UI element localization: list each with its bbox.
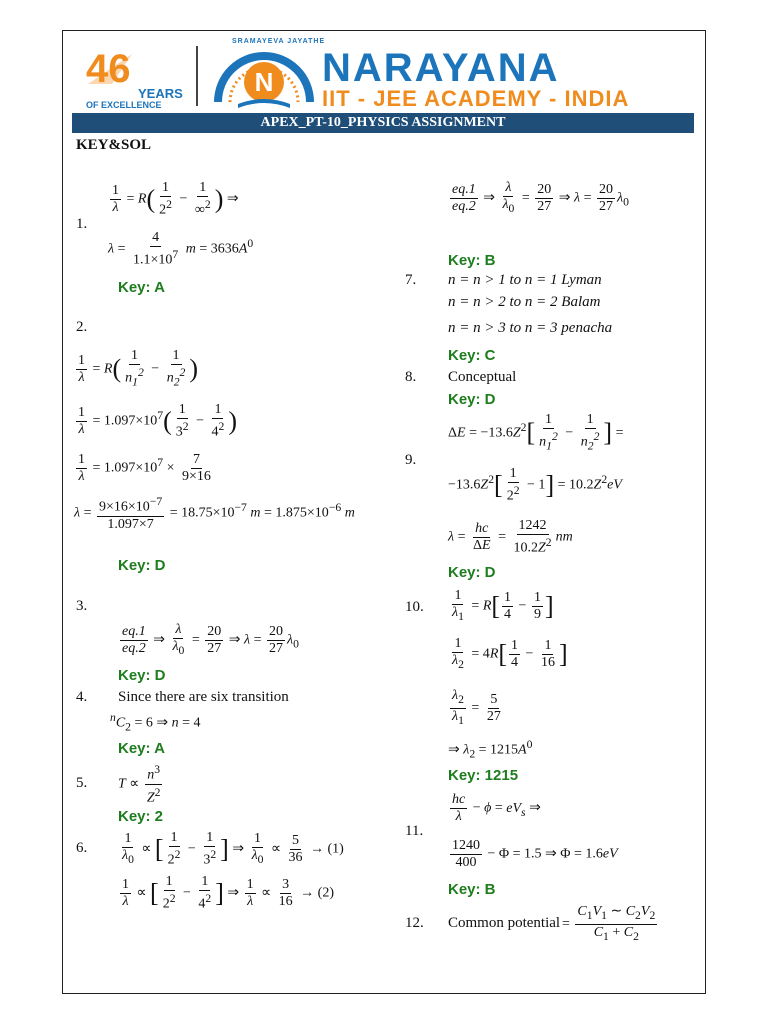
q1-number: 1. (76, 216, 88, 232)
q5-number: 5. (76, 775, 88, 791)
q9-eq2: $-13.6Z^2$[ $\frac{1}{2^2}$ − $1] = 10.2Z^2eV$ (448, 466, 622, 504)
q11-key: Key: B (448, 881, 496, 898)
narayana-seal-icon (210, 42, 318, 110)
q7-line1: n = n > 1 to n = 1 Lyman (448, 272, 602, 288)
q10-key: Key: 1215 (448, 767, 519, 784)
q10-eq1: $\frac{1}{\lambda_1}$ = R[ $\frac{1}{4}$ − $\frac{1}{9}$ ] (452, 588, 554, 623)
seal-text: SRAMAYEVA JAYATHE (232, 38, 326, 45)
brand-tagline: IIT - JEE ACADEMY - INDIA (322, 86, 630, 111)
q2-eq1: $\frac{1}{\lambda}$ = R( $\frac{1}{n_1^2}$ − $\frac{1}{n_2^2}$ ) (78, 348, 199, 389)
q6-eq3: $\frac{eq.1}{eq.2}$ ⇒ $\frac{\lambda}{\lambda_0}$ = $\frac{20}{27}$ ⇒ λ = $\frac{20}{27}$ $\lambda_0$ (452, 180, 629, 215)
q10-number: 10. (405, 599, 424, 615)
q2-eq2: $\frac{1}{\lambda}$ = $1.097\times 10^7$( $\frac{1}{3^2}$ − $\frac{1}{4^2}$ ) (78, 402, 238, 440)
q6-eq1: $\frac{1}{\lambda_0}$ ∝ [ $\frac{1}{2^2}$ − $\frac{1}{3^2}$ ] ⇒ $\frac{1}{\lambda_0}$ ∝ $\frac{5}{36}$ → (1) (122, 830, 344, 868)
q8-text: Conceptual (448, 369, 517, 385)
q12-text: Common potential (448, 915, 561, 931)
q6-eq2: $\frac{1}{\lambda}$ ∝ [ $\frac{1}{2^2}$ − $\frac{1}{4^2}$ ] ⇒ $\frac{1}{\lambda}$ ∝ $\frac{3}{16}$ → (2) (122, 874, 334, 912)
q10-eq4: ⇒ $\lambda_2 = 1215A^0$ (448, 738, 533, 761)
q4-number: 4. (76, 689, 88, 705)
q1-key: Key: A (118, 279, 165, 296)
q11-eq2: $\frac{1240}{400}$ − Φ = 1.5 ⇒ Φ = 1.6eV (452, 838, 618, 870)
section-label: KEY&SOL (76, 137, 152, 153)
q9-number: 9. (405, 452, 417, 468)
q2-key: Key: D (118, 557, 166, 574)
q12-eq: = $\frac{C_1V_1 \sim C_2V_2}{C_1 + C_2}$ (562, 904, 656, 943)
q3-number: 3. (76, 598, 88, 614)
q7-line2: n = n > 2 to n = 2 Balam (448, 294, 601, 310)
q3-eq: $\frac{eq.1}{eq.2}$ ⇒ $\frac{\lambda}{\lambda_0}$ = $\frac{20}{27}$ ⇒ λ = $\frac{20}{27}$ $\lambda_0$ (122, 622, 299, 657)
q1-eq1: $\frac{1}{\lambda}$ = R( $\frac{1}{2^2}$ − $\frac{1}{\infty^2}$ ) ⇒ (112, 180, 239, 218)
q7-key: Key: C (448, 347, 496, 364)
svg-text:N: N (254, 67, 274, 97)
q7-line3: n = n > 3 to n = 3 penacha (448, 320, 613, 336)
q8-key: Key: D (448, 391, 496, 408)
q2-eq4: λ = $\frac{9\times 16\times 10^{-7}}{1.097\times 7}$ = $18.75\times 10^{-7}$ $m = 1.875\times 10^{-6}$ m (74, 495, 355, 532)
q2-number: 2. (76, 319, 88, 335)
brand-name: NARAYANA (322, 46, 560, 90)
q12-number: 12. (405, 915, 424, 931)
header-separator (196, 46, 198, 106)
q5-key: Key: 2 (118, 808, 164, 825)
q4-text: Since there are six transition (118, 689, 289, 705)
q10-eq2: $\frac{1}{\lambda_2}$ = 4R[ $\frac{1}{4}$ − $\frac{1}{16}$ ] (452, 636, 568, 671)
q1-eq2: λ = $\frac{4}{1.1\times 10^7}$ $m = 3636A^0$ (108, 230, 254, 268)
q11-number: 11. (405, 823, 424, 839)
q4-key: Key: A (118, 740, 165, 757)
q3-key: Key: D (118, 667, 166, 684)
q6-key: Key: B (448, 252, 496, 269)
q5-eq: T ∝ $\frac{n^3}{Z^2}$ (118, 763, 161, 806)
q8-number: 8. (405, 369, 417, 385)
years-text: YEARS (138, 86, 183, 101)
q7-number: 7. (405, 272, 417, 288)
q6-number: 6. (76, 840, 88, 856)
q9-key: Key: D (448, 564, 496, 581)
excellence-text: OF EXCELLENCE (86, 100, 162, 110)
q4-eq: $^nC_2 = 6$ ⇒ n = 4 (110, 711, 201, 734)
q9-eq3: λ = $\frac{hc}{\Delta E}$ = $\frac{1242}{10.2Z^2}$ nm (448, 518, 573, 556)
q10-eq3: $\frac{\lambda_2}{\lambda_1}$ = $\frac{5}{27}$ (452, 688, 501, 727)
q11-eq1: $\frac{hc}{\lambda}$ − $\phi = eV_s$ ⇒ (452, 792, 541, 824)
svg-text:46: 46 (86, 47, 131, 91)
assignment-title: APEX_PT-10_PHYSICS ASSIGNMENT (72, 113, 694, 133)
q2-eq3: $\frac{1}{\lambda}$ = $1.097\times 10^7$ × $\frac{7}{9\times 16}$ (78, 452, 211, 484)
q9-eq1: $\Delta E = -13.6Z^2$[ $\frac{1}{n_1^2}$ − $\frac{1}{n_2^2}$ ] = (448, 412, 624, 453)
